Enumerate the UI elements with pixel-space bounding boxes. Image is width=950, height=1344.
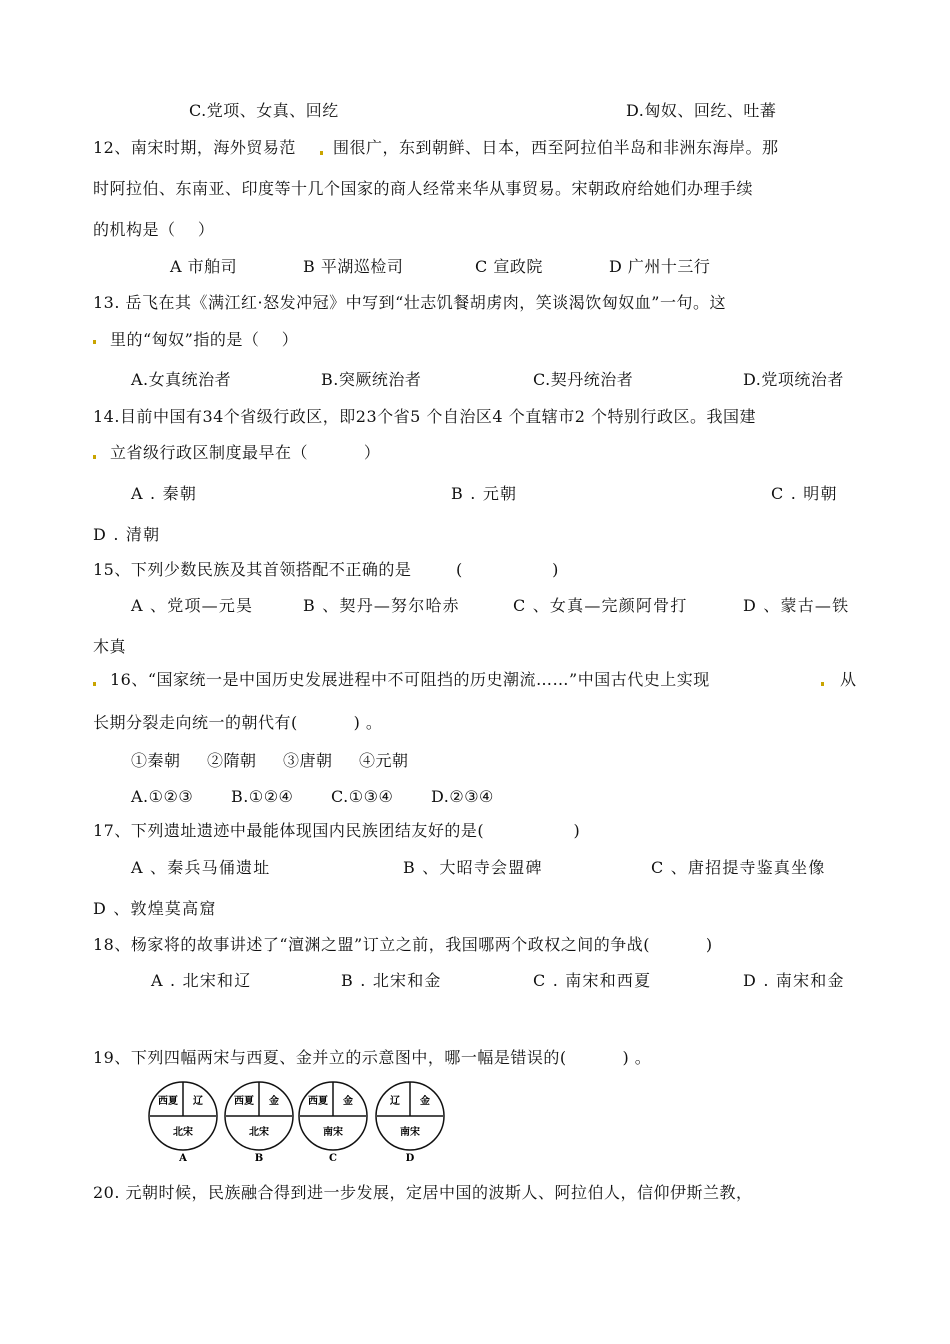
q19-c-top-left: 西夏 bbox=[308, 1096, 328, 1107]
q19-d-caption: D bbox=[405, 1153, 415, 1162]
q19-b-top-right: 金 bbox=[269, 1096, 279, 1107]
q19-a-top-right: 辽 bbox=[193, 1096, 203, 1107]
q16-option-b: B.①②④ bbox=[231, 787, 294, 806]
q16-item-4: ④元朝 bbox=[359, 751, 409, 770]
q16-option-a: A.①②③ bbox=[131, 787, 194, 806]
q12-option-a: A 市舶司 bbox=[170, 257, 238, 276]
q16-option-c: C.①③④ bbox=[331, 787, 394, 806]
q16-item-2: ②隋朝 bbox=[207, 751, 257, 770]
q19-a-bottom: 北宋 bbox=[173, 1127, 193, 1138]
q18-option-d: D . 南宋和金 bbox=[743, 971, 845, 990]
q17-option-a: A 、秦兵马俑遗址 bbox=[131, 858, 271, 877]
q20-stem: 20. 元朝时候，民族融合得到进一步发展，定居中国的波斯人、阿拉伯人，信仰伊斯兰教， bbox=[93, 1183, 753, 1202]
q19-diagram-c bbox=[299, 1082, 367, 1162]
q11-option-c: C.党项、女真、回纥 bbox=[189, 101, 339, 120]
q19-diagram-b bbox=[225, 1082, 293, 1162]
q13-option-b: B.突厥统治者 bbox=[321, 370, 422, 389]
q19-a-top-left: 西夏 bbox=[158, 1096, 178, 1107]
q16-option-d: D.②③④ bbox=[431, 787, 494, 806]
q14-option-b: B . 元朝 bbox=[451, 484, 518, 503]
q19-c-top-right: 金 bbox=[343, 1096, 353, 1107]
stray-mark bbox=[93, 340, 96, 344]
q19-c-bottom: 南宋 bbox=[323, 1127, 343, 1138]
q15-option-c: C 、女真—完颜阿骨打 bbox=[513, 596, 688, 615]
q17-option-b: B 、大昭寺会盟碑 bbox=[403, 858, 543, 877]
q19-b-top-left: 西夏 bbox=[234, 1096, 254, 1107]
q13-stem-line1: 13. 岳飞在其《满江红·怒发冲冠》中写到“壮志饥餐胡虏肉，笑谈渴饮匈奴血”一句。这 bbox=[93, 293, 726, 312]
q14-stem-line1: 14.目前中国有34个省级行政区，即23个省5 个自治区4 个直辖市2 个特别行政区。我国建 bbox=[93, 407, 756, 426]
q15-stem: 15、下列少数民族及其首领搭配不正确的是 ( ) bbox=[93, 560, 559, 579]
q12-stem-line1b: 围很广，东到朝鲜、日本，西至阿拉伯半岛和非洲东海岸。那 bbox=[333, 138, 779, 157]
q14-option-c: C . 明朝 bbox=[771, 484, 838, 503]
stray-mark bbox=[93, 682, 96, 686]
q19-b-bottom: 北宋 bbox=[249, 1127, 269, 1138]
q16-item-3: ③唐朝 bbox=[283, 751, 333, 770]
q19-c-caption: C bbox=[329, 1153, 337, 1162]
q17-option-d: D 、敦煌莫高窟 bbox=[93, 899, 217, 918]
q16-stem-line2: 长期分裂走向统一的朝代有( ) 。 bbox=[93, 713, 383, 732]
q14-stem-line2: 立省级行政区制度最早在（ ） bbox=[110, 443, 381, 462]
q14-option-d: D . 清朝 bbox=[93, 525, 161, 544]
q16-stem-line1b: 从 bbox=[840, 670, 857, 689]
q12-stem-line1a: 12、南宋时期，海外贸易范 bbox=[93, 138, 296, 157]
q12-option-c: C 宣政院 bbox=[475, 257, 543, 276]
q14-option-a: A . 秦朝 bbox=[131, 484, 198, 503]
q15-option-d-wrap: 木真 bbox=[93, 637, 127, 656]
q12-stem-line3: 的机构是（ ） bbox=[93, 220, 215, 239]
q16-item-1: ①秦朝 bbox=[131, 751, 181, 770]
q12-option-d: D 广州十三行 bbox=[609, 257, 711, 276]
q17-option-c: C 、唐招提寺鉴真坐像 bbox=[651, 858, 826, 877]
q13-option-a: A.女真统治者 bbox=[131, 370, 232, 389]
q19-d-top-left: 辽 bbox=[390, 1096, 400, 1107]
q13-stem-line2: 里的“匈奴”指的是（ ） bbox=[110, 330, 299, 349]
q18-stem: 18、杨家将的故事讲述了“澶渊之盟”订立之前，我国哪两个政权之间的争战( ) bbox=[93, 935, 713, 954]
q19-b-caption: B bbox=[254, 1153, 264, 1162]
q19-d-bottom: 南宋 bbox=[400, 1127, 420, 1138]
q13-option-d: D.党项统治者 bbox=[743, 370, 844, 389]
q19-diagram-d bbox=[376, 1082, 444, 1162]
q19-diagram-figure bbox=[148, 1080, 458, 1162]
q11-option-d: D.匈奴、回纥、吐蕃 bbox=[626, 101, 777, 120]
q18-option-c: C . 南宋和西夏 bbox=[533, 971, 652, 990]
q16-stem-line1a: 16、“国家统一是中国历史发展进程中不可阻挡的历史潮流……”中国古代史上实现 bbox=[110, 670, 710, 689]
q12-option-b: B 平湖巡检司 bbox=[303, 257, 404, 276]
stray-mark bbox=[320, 151, 323, 155]
q15-option-d: D 、蒙古—铁 bbox=[743, 596, 850, 615]
q12-stem-line2: 时阿拉伯、东南亚、印度等十几个国家的商人经常来华从事贸易。宋朝政府给她们办理手续 bbox=[93, 179, 754, 198]
q19-d-top-right: 金 bbox=[420, 1096, 430, 1107]
q17-stem: 17、下列遗址遗迹中最能体现国内民族团结友好的是( ) bbox=[93, 821, 581, 840]
q15-option-b: B 、契丹—努尔哈赤 bbox=[303, 596, 460, 615]
q18-option-a: A . 北宋和辽 bbox=[151, 971, 252, 990]
q15-option-a: A 、党项—元昊 bbox=[131, 596, 254, 615]
q19-diagram-a bbox=[149, 1082, 217, 1162]
stray-mark bbox=[93, 455, 96, 459]
q19-a-caption: A bbox=[179, 1153, 187, 1162]
stray-mark bbox=[821, 682, 824, 686]
q19-stem: 19、下列四幅两宋与西夏、金并立的示意图中，哪一幅是错误的( ) 。 bbox=[93, 1048, 652, 1067]
q13-option-c: C.契丹统治者 bbox=[533, 370, 634, 389]
q18-option-b: B . 北宋和金 bbox=[341, 971, 442, 990]
